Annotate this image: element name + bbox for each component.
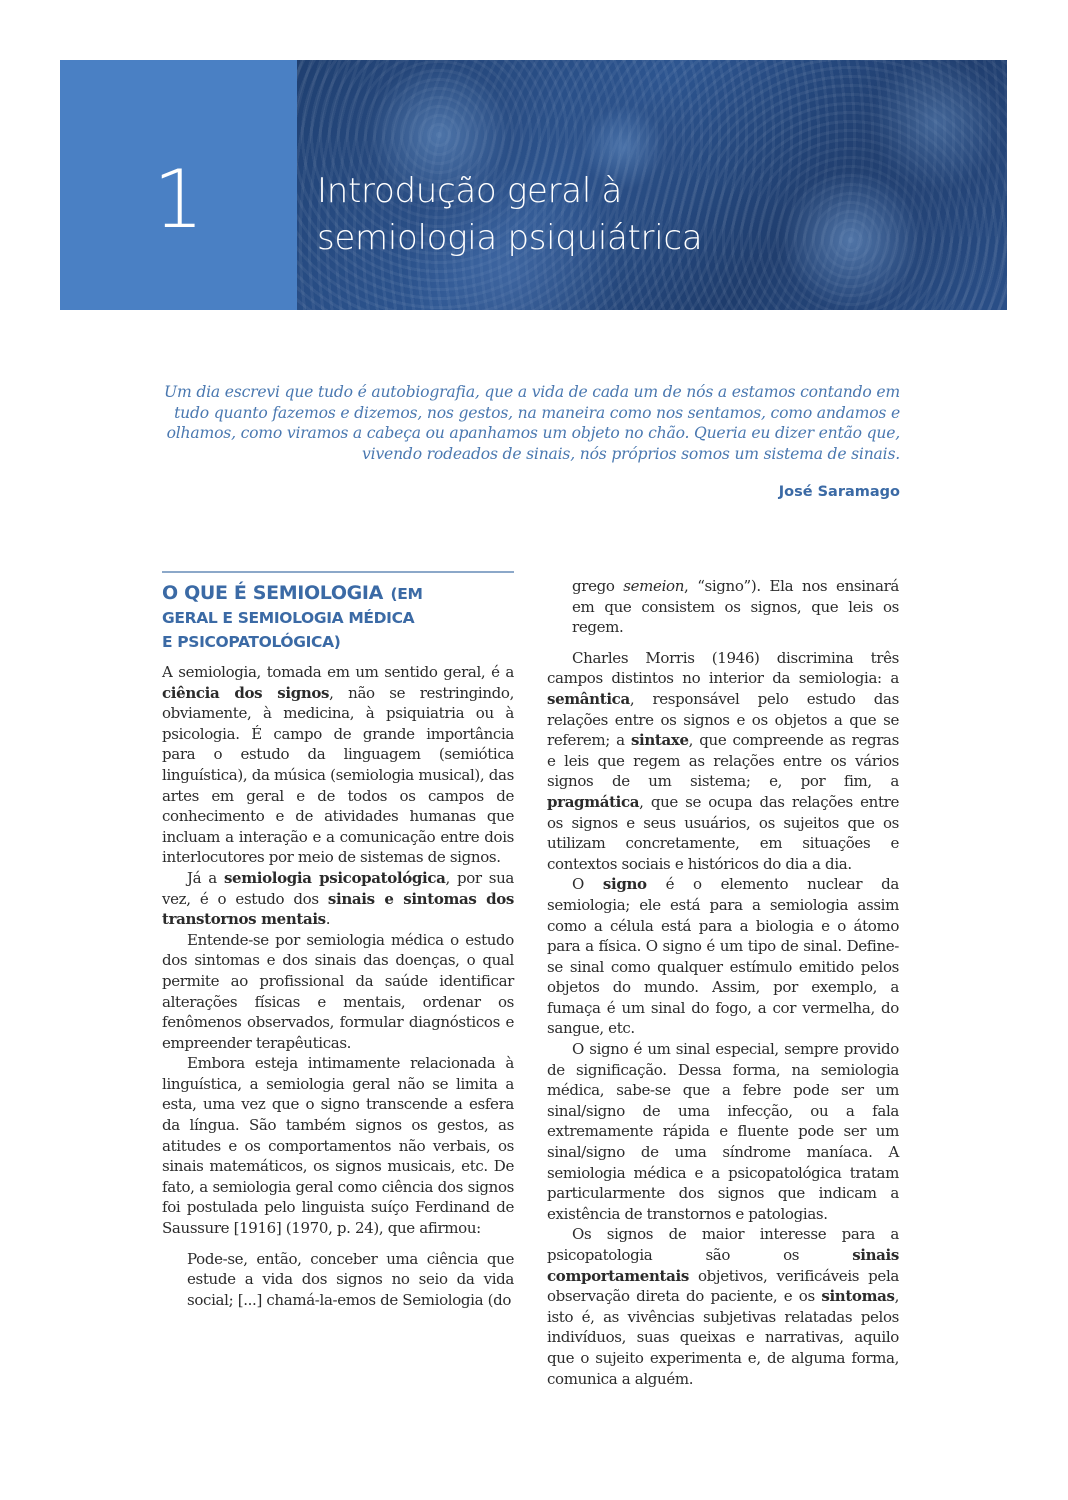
text-run: é o elemento nuclear da semiologia; ele está para a semiologia assim como a célula está para a biologia e o átomo para a física. O signo é um tipo de sinal. Define-se sinal como qualquer estímulo emitido pelos objetos do mundo. Assim, por exemplo, a fumaça é um sinal do fogo, a cor vermelha, do sangue, etc. (547, 875, 899, 1038)
text-run: , “signo”). Ela nos ensinará em que consistem os signos, que leis os regem. (572, 577, 899, 637)
paragraph: Entende-se por semiologia médica o estudo dos sintomas e dos sinais das doenças, o qual permite ao profissional da saúde identificar alterações físicas e mentais, ordenar os fenômenos observados, formular diagnósticos e empreender terapêuticas. (162, 930, 514, 1052)
text-run: , responsável pelo estudo das relações entre os signos e os objetos a que se referem; a (547, 689, 899, 750)
text-run: semiologia psicopatológica (223, 868, 446, 887)
epigraph-text: Um dia escrevi que tudo é autobiografia, que a vida de cada um de nós a estamos contando em tudo quanto fazemos e dizemos, nos gestos, na maneira como nos sentamos, como andamos e olhamos, como viramos a cabeça ou apanhamos um objeto no chão. Queria eu dizer então que, vivendo rodeados de sinais, nós próprios somos um sistema de sinais. (164, 383, 900, 463)
paragraph: O signo é um sinal especial, sempre provido de significação. Dessa forma, na semiologia médica, sabe-se que a febre pode ser um sinal/signo de uma infecção, ou a fala extremamente rápida e fluente pode ser um sinal/signo de uma síndrome maníaca. A semiologia médica e a psicopatológica tratam particularmente dos signos que indicam a existência de transtornos e patologias. (547, 1040, 899, 1223)
section-heading-sub-1: (EM (390, 585, 423, 603)
text-run: Já a (187, 868, 224, 887)
text-run: A semiologia, tomada em um sentido geral, é a (162, 663, 514, 681)
block-quote: Pode-se, então, conceber uma ciência que estude a vida dos signos no seio da vida social; [...] chamá-la-emos de Semiologia (do (187, 1249, 514, 1309)
paragraph (547, 648, 899, 875)
text-run: sinais e sintomas dos transtornos mentais (162, 889, 514, 929)
chapter-banner (60, 60, 1007, 310)
text-run: signo (602, 875, 647, 894)
section-heading-main: O QUE É SEMIOLOGIA (162, 582, 383, 604)
text-run: sintaxe (630, 731, 689, 750)
text-run: Os signos de maior interesse para a psicopatologia são os (547, 1225, 899, 1264)
text-run: Charles Morris (1946) discrimina três campos distintos no interior da semiologia: a (547, 648, 899, 688)
paragraph (547, 1224, 899, 1389)
text-run: pragmática (547, 792, 640, 811)
text-run: . (325, 910, 331, 929)
chapter-number: 1 (153, 153, 204, 246)
right-column (547, 576, 899, 1389)
paragraph: Embora esteja intimamente relacionada à linguística, a semiologia geral não se limita a esta, uma vez que o signo transcende a esfera da língua. São também signos os gestos, as atitudes e os comportamentos não verbais, os sinais matemáticos, os signos musicais, etc. De fato, a semiologia geral como ciência dos signos foi postulada pelo linguista suíço Ferdinand de Saussure [1916] (1970, p. 24), que afirmou: (162, 1054, 514, 1238)
text-run: sintomas (821, 1287, 895, 1306)
text-run: , que compreende as regras e leis que regem as relações entre os vários signos de um sistema; e, por fim, a (547, 731, 899, 791)
chapter-title-line2: semiologia psiquiátrica (317, 218, 703, 258)
chapter-banner-image (297, 60, 1007, 310)
text-run: O (572, 875, 603, 894)
text-run: grego (572, 577, 624, 595)
chapter-title-line1: Introdução geral à (317, 171, 623, 211)
section-heading-sub-2: GERAL E SEMIOLOGIA MÉDICA (162, 609, 415, 627)
epigraph-author: José Saramago (778, 484, 900, 500)
section-divider (162, 571, 514, 573)
text-run: objetivos, verificáveis pela observação direta do paciente, e os (547, 1266, 899, 1306)
text-run: sinais comportamentais (547, 1246, 899, 1285)
chapter-title (317, 168, 702, 262)
left-column (162, 571, 514, 1310)
text-run: ciência dos signos (162, 683, 330, 702)
chapter-number-box (60, 60, 297, 310)
paragraph (547, 874, 899, 1039)
text-run: , isto é, as vivências subjetivas relatadas pelos indivíduos, suas queixas e narrativas, aquilo que o sujeito experimenta e, de alguma forma, comunica a alguém. (547, 1287, 899, 1388)
block-quote-continued (547, 576, 899, 638)
text-run: , por sua vez, é o estudo dos (162, 868, 515, 908)
paragraph (162, 868, 514, 930)
text-run: semeion (623, 577, 685, 595)
section-heading-sub-3: E PSICOPATOLÓGICA) (162, 633, 341, 651)
text-run: , não se restringindo, obviamente, à medicina, à psiquiatria ou à psicologia. É campo de grande importância para o estudo da linguagem (semiótica linguística), da música (semiologia musical), das artes em geral e de todos os campos de conhecimento e de atividades humanas que incluam a interação e a comunicação entre dois interlocutores por meio de sistemas de signos. (162, 683, 515, 867)
text-run: semântica (547, 689, 630, 708)
paragraph (162, 662, 514, 868)
text-run: , que se ocupa das relações entre os signos e seus usuários, os sujeitos que os utilizam concretamente, em situações e contextos sociais e históricos do dia a dia. (547, 792, 899, 873)
section-heading (162, 581, 514, 654)
